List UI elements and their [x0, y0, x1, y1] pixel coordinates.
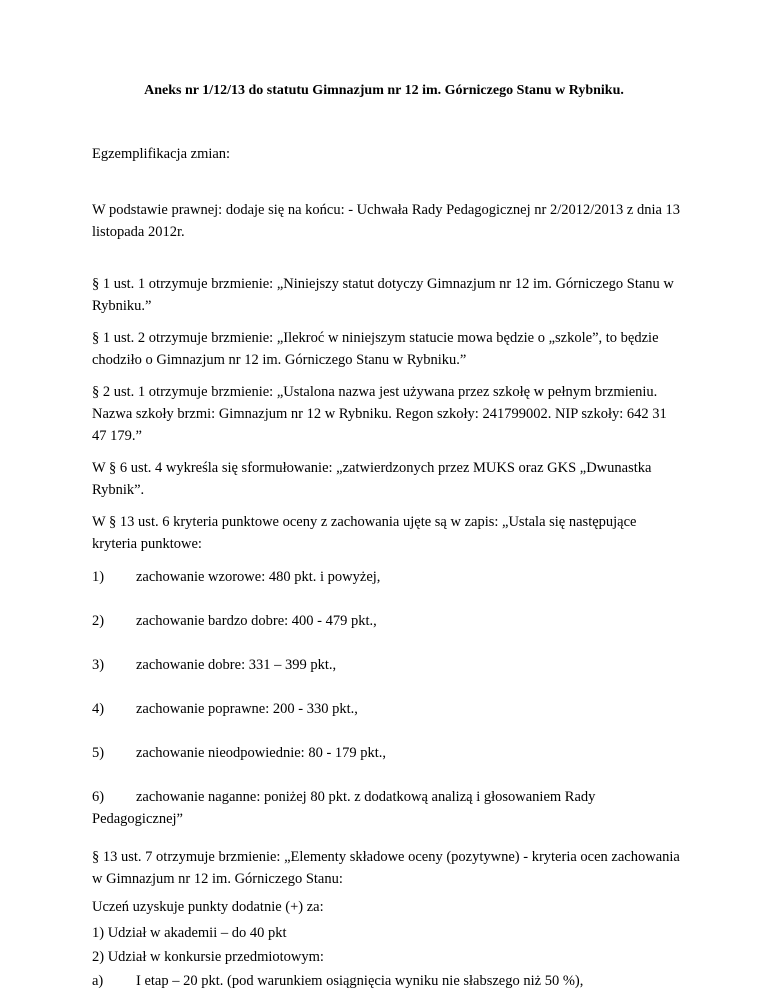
paragraph-legal-basis: W podstawie prawnej: dodaje się na końcu: - Uchwała Rady Pedagogicznej nr 2/2012/2013 z dnia 13 listopada 2012r.	[92, 202, 681, 240]
criteria-number: 6)	[92, 789, 105, 805]
criteria-number: 5)	[92, 745, 105, 761]
criteria-text: zachowanie naganne: poniżej 80 pkt. z dodatkową analizą i głosowaniem Rady Pedagogicznej”	[92, 789, 596, 827]
subitem-text: I etap – 20 pkt. (pod warunkiem osiągnięcia wyniku nie słabszego niż 50 %),	[136, 973, 584, 989]
criteria-text: zachowanie nieodpowiednie: 80 - 179 pkt.,	[136, 745, 387, 761]
points-subitem-a	[92, 970, 692, 992]
criteria-number: 1)	[92, 569, 105, 585]
criteria-item	[92, 654, 692, 676]
criteria-text: zachowanie wzorowe: 480 pkt. i powyżej,	[136, 569, 381, 585]
section-heading: Egzemplifikacja zmian:	[92, 146, 231, 162]
criteria-item	[92, 786, 612, 830]
points-item-1: 1) Udział w akademii – do 40 pkt	[92, 925, 287, 941]
criteria-item	[92, 610, 692, 632]
criteria-text: zachowanie dobre: 331 – 399 pkt.,	[136, 657, 337, 673]
subitem-number: a)	[92, 973, 104, 989]
criteria-number: 2)	[92, 613, 105, 629]
criteria-item	[92, 742, 692, 764]
paragraph-s1-ust2: § 1 ust. 2 otrzymuje brzmienie: „Ilekroć w niniejszym statucie mowa będzie o „szkole”, to będzie chodziło o Gimnazjum nr 12 im. Górniczego Stanu w Rybniku.”	[92, 330, 659, 368]
paragraph-s13-ust6: W § 13 ust. 6 kryteria punktowe oceny z zachowania ujęte są w zapis: „Ustala się następujące kryteria punktowe:	[92, 514, 637, 552]
paragraph-s1-ust1: § 1 ust. 1 otrzymuje brzmienie: „Niniejszy statut dotyczy Gimnazjum nr 12 im. Górniczego Stanu w Rybniku.”	[92, 276, 674, 314]
points-item-2: 2) Udział w konkursie przedmiotowym:	[92, 949, 324, 965]
paragraph-s6-ust4: W § 6 ust. 4 wykreśla się sformułowanie: „zatwierdzonych przez MUKS oraz GKS „Dwunastka Rybnik”.	[92, 460, 652, 498]
criteria-number: 4)	[92, 701, 105, 717]
criteria-text: zachowanie bardzo dobre: 400 - 479 pkt.,	[136, 613, 377, 629]
paragraph-points-intro: Uczeń uzyskuje punkty dodatnie (+) za:	[92, 899, 324, 915]
criteria-item	[92, 698, 692, 720]
paragraph-s2-ust1: § 2 ust. 1 otrzymuje brzmienie: „Ustalona nazwa jest używana przez szkołę w pełnym brzmieniu. Nazwa szkoły brzmi: Gimnazjum nr 12 w Rybniku. Regon szkoły: 241799002. NIP szkoły: 642 31 47 179.”	[92, 384, 667, 444]
criteria-text: zachowanie poprawne: 200 - 330 pkt.,	[136, 701, 358, 717]
criteria-item	[92, 566, 692, 588]
paragraph-s13-ust7: § 13 ust. 7 otrzymuje brzmienie: „Elementy składowe oceny (pozytywne) - kryteria ocen zachowania w Gimnazjum nr 12 im. Górniczego Stanu:	[92, 849, 680, 887]
document-title: Aneks nr 1/12/13 do statutu Gimnazjum nr 12 im. Górniczego Stanu w Rybniku.	[144, 83, 624, 98]
criteria-number: 3)	[92, 657, 105, 673]
